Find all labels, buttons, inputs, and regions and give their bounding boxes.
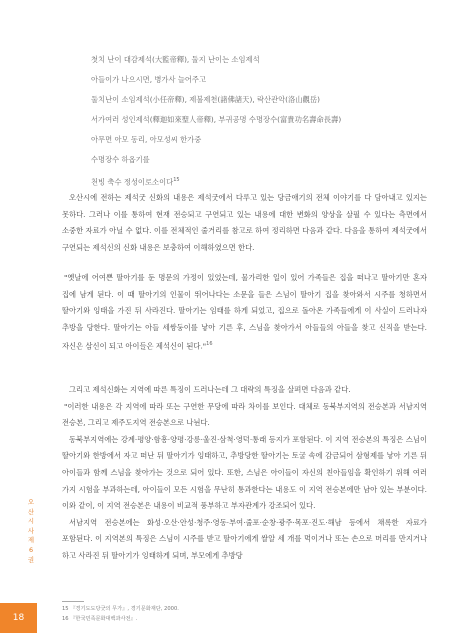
body-paragraph: "이러한 내용은 각 지역에 따라 또는 구연한 무당에 따라 차이를 보인다. 대체로 동북부지역의 전승본과 서남지역 전승본, 그리고 제주도지역 전승본으로 나뉜다. [62, 401, 427, 428]
verse-line: 수명장수 하옵기를 [91, 155, 150, 164]
quote-paragraph [62, 270, 427, 355]
footnote-ref-15: 15 [173, 177, 180, 183]
body-paragraph: 동북부지역에는 강계·평양·함흥·양평·강릉·울진·삼척·영덕·통래 등지가 포함된다. 이 지역 전승본의 특징은 스님이 딸아기와 한방에서 자고 떠난 뒤 딸아기가 잉태하고, 추방당한 딸아기는 토굴 속에 감금되어 삼형제를 낳아 기른 뒤 아이들과 함께 스님을 찾아가는 것으로 되어 있다. 또한, 스님은 아이들이 자신의 친아들임을 확인하기 위해 여러 가지 시험을 부과하는데, 아이들이 모든 시험을 무난히 통과한다는 내용도 이 지역 전승본에만 남아 있는 부분이다. 이와 같이, 이 지역 전승본은 내용이 비교적 풍부하고 부자관계가 강조되어 있다. [62, 434, 427, 511]
quote-paragraph-block [62, 270, 427, 355]
page-number-badge: 18 [0, 603, 37, 633]
footnote: 15 『경기도도당굿의 무가』, 경기문화재단, 2000. [62, 606, 179, 612]
body-paragraph: 그리고 제석신화는 지역에 따른 특징이 드러나는데 그 대략의 특징을 살펴면 다음과 같다. [69, 385, 351, 394]
verse-line: 아무면 아모 동리, 아모성씨 한가중 [91, 135, 202, 144]
verse-line-text: 천빙 축수 정성이로소이다 [91, 177, 174, 187]
verse-line-last [91, 170, 421, 190]
verse-line: 첫치 난이 대감제석(大監帝釋), 둘지 난이는 소임제석 [91, 55, 260, 64]
verse-line: 아들이가 나으시면, 병가사 늘어주고 [91, 75, 207, 84]
footnote-divider [62, 601, 84, 602]
quote-text: "옛날에 어여쁜 딸아기를 둔 명문의 가정이 있었는데, 물가리한 일이 있어 가족들은 집을 떠나고 딸아기만 혼자 집에 남게 된다. 이 때 딸아기의 인물이 뛰어나다는 소문을 들은 스님이 딸아기 집을 찾아와서 시주를 청하면서 딸아기와 잉태을 가진 뒤 사라진다. 딸아기는 임태를 하게 되었고, 집으로 돌아온 가족들에게 이 사실이 드러나자 추방을 당한다. 딸아기는 아들 세쌍둥이를 낳아 기른 후, 스님을 찾아가서 아들들의 아들을 찾고 신직을 받는다. 자신은 삼신이 되고 아이들은 제석신이 된다." [62, 273, 427, 351]
intro-paragraph-block [62, 190, 427, 256]
regional-paragraph-block [62, 382, 427, 565]
footnotes [62, 604, 422, 624]
body-paragraph: 오산시에 전하는 제석굿 신화의 내용은 제석굿에서 다루고 있는 당금애기의 전체 이야기를 다 담아내고 있지는 못하다. 그러나 이를 통하여 현재 전승되고 구연되고 있는 내용에 대한 변화의 양상을 살필 수 있다는 측면에서 소중한 자료가 아닐 수 없다. 이를 전체적인 줄거리를 참고로 하여 정리하면 다음과 같다. 다음을 통하여 제석굿에서 구연되는 제석신의 신화 내용은 보충하여 이해하였으면 한다. [62, 193, 427, 252]
footnote: 16 『한국민족문화대백과사전』. [62, 616, 138, 622]
body-paragraph: 서남지역 전승본에는 화성·오산·안성·청주·영동·부여·줄포·순창·광주·목포·진도·해남 등에서 채록한 자료가 포함된다. 이 지역본의 특징은 스님이 시주를 받고 딸아기에게 쌀알 세 개를 먹이거나 또는 손으로 머리를 만지거나 하고 사라진 뒤 딸아기가 잉태하게 되며, 부모에게 추방당 [62, 517, 427, 560]
verse-line: 서가여러 성인제석(釋迦如來聖人帝釋), 부귀공명 수명장수(富貴功名壽命長壽) [91, 115, 342, 124]
footnote-ref-16: 16 [206, 341, 213, 348]
side-running-title: 오산시사 제6권 [27, 498, 35, 564]
verse-line: 둘치난이 소임제석(小任帝釋), 제불제천(諸佛諸天), 락산관악(洛山觀岳) [91, 95, 321, 104]
verse-block [91, 50, 421, 190]
